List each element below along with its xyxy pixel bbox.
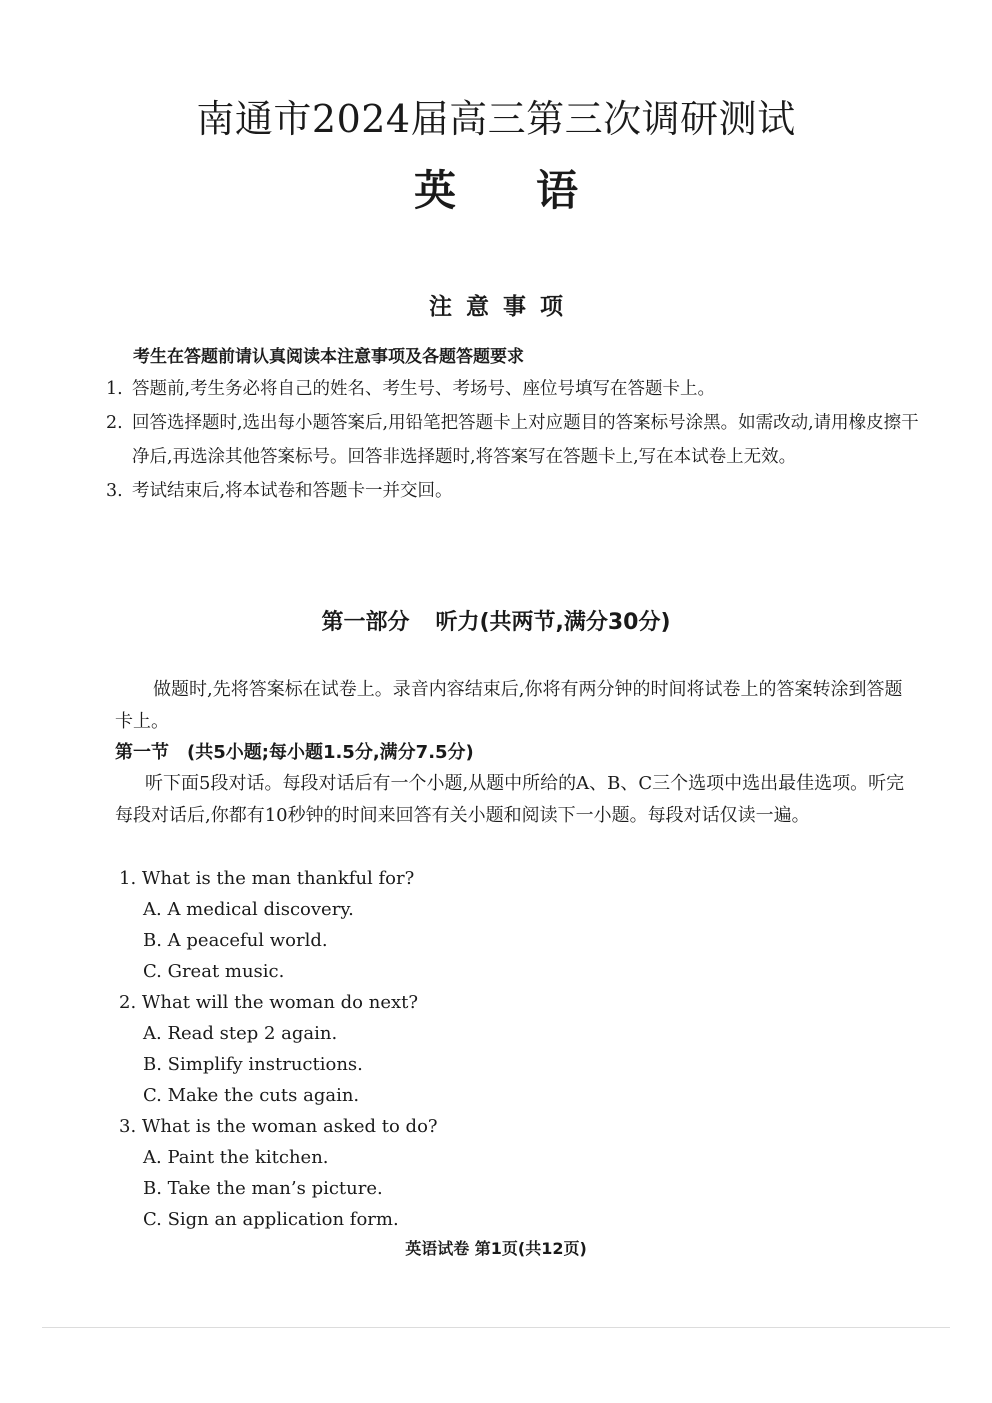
question-text: What is the woman asked to do? bbox=[141, 1116, 438, 1137]
section-heading bbox=[115, 738, 474, 764]
notice-heading: 注意事项 bbox=[429, 294, 577, 320]
question-text: What is the man thankful for? bbox=[141, 868, 415, 889]
question-number: 1. bbox=[119, 868, 137, 889]
option-b: B. Simplify instructions. bbox=[143, 1054, 363, 1075]
subject-title: 英语 bbox=[413, 166, 658, 215]
question-number: 2. bbox=[119, 992, 137, 1013]
option-c: C. Great music. bbox=[143, 961, 285, 982]
option-a: A. Paint the kitchen. bbox=[143, 1147, 329, 1168]
notice-item-text: 回答选择题时,选出每小题答案后,用铅笔把答题卡上对应题目的答案标号涂黑。如需改动,请用橡皮擦干净后,再选涂其他答案标号。回答非选择题时,将答案写在答题卡上,写在本试卷上无效。 bbox=[132, 413, 919, 467]
notice-item-text: 考试结束后,将本试卷和答题卡一并交回。 bbox=[132, 481, 453, 501]
question-text: What will the woman do next? bbox=[141, 992, 419, 1013]
question-stem bbox=[119, 987, 879, 1018]
option-a: A. A medical discovery. bbox=[143, 899, 354, 920]
notice-item-number: 3. bbox=[106, 481, 123, 501]
option-b: B. A peaceful world. bbox=[143, 930, 328, 951]
notice-item bbox=[106, 372, 926, 406]
question-stem bbox=[119, 863, 879, 894]
option-c: C. Make the cuts again. bbox=[143, 1085, 360, 1106]
question-list bbox=[119, 863, 879, 1235]
page-footer: 英语试卷 第1页(共12页) bbox=[405, 1239, 587, 1258]
option-a: A. Read step 2 again. bbox=[143, 1023, 338, 1044]
question bbox=[119, 863, 879, 987]
bottom-divider bbox=[42, 1327, 950, 1328]
exam-title: 南通市2024届高三第三次调研测试 bbox=[196, 97, 796, 141]
notice-list bbox=[106, 372, 926, 508]
section-instructions: 听下面5段对话。每段对话后有一个小题,从题中所给的A、B、C三个选项中选出最佳选项。听完每段对话后,你都有10秒钟的时间来回答有关小题和阅读下一小题。每段对话仅读一遍。 bbox=[115, 773, 905, 826]
part-heading bbox=[0, 605, 992, 636]
notice-item-number: 1. bbox=[106, 379, 123, 399]
notice-intro: 考生在答题前请认真阅读本注意事项及各题答题要求 bbox=[133, 347, 524, 367]
part-instructions: 做题时,先将答案标在试卷上。录音内容结束后,你将有两分钟的时间将试卷上的答案转涂到答题卡上。 bbox=[115, 679, 903, 732]
part-name: 第一部分 bbox=[321, 610, 410, 635]
question-number: 3. bbox=[119, 1116, 137, 1137]
section-name: 第一节 bbox=[115, 742, 169, 763]
question bbox=[119, 987, 879, 1111]
option-c: C. Sign an application form. bbox=[143, 1209, 399, 1230]
question bbox=[119, 1111, 879, 1235]
notice-item bbox=[106, 406, 926, 474]
notice-item-text: 答题前,考生务必将自己的姓名、考生号、考场号、座位号填写在答题卡上。 bbox=[132, 379, 716, 399]
section-info: (共5小题;每小题1.5分,满分7.5分) bbox=[187, 742, 474, 763]
notice-item bbox=[106, 474, 926, 508]
option-b: B. Take the man’s picture. bbox=[143, 1178, 383, 1199]
part-title: 听力(共两节,满分30分) bbox=[435, 610, 671, 635]
notice-item-number: 2. bbox=[106, 413, 123, 433]
question-stem bbox=[119, 1111, 879, 1142]
